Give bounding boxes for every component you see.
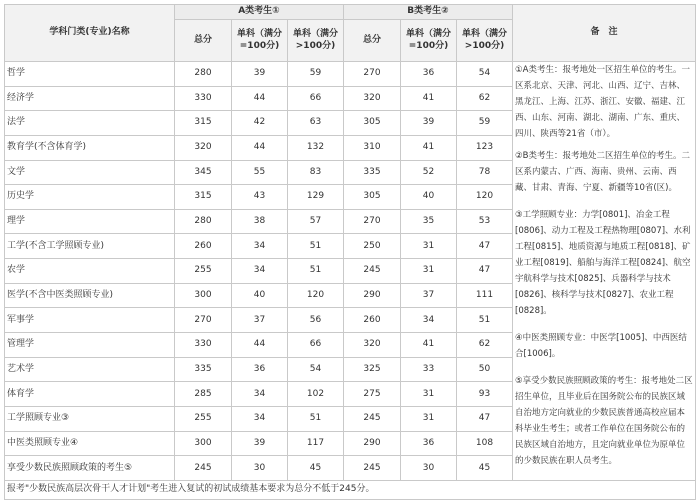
b-single-gt100-cell: 54 [457, 62, 513, 87]
score-table-container [4, 4, 695, 500]
a-single-gt100-cell: 57 [288, 209, 344, 234]
b-single-gt100-cell: 59 [457, 111, 513, 136]
a-single-gt100-cell: 51 [288, 259, 344, 284]
a-total-cell: 285 [175, 382, 232, 407]
b-single-gt100-cell: 123 [457, 135, 513, 160]
b-total-cell: 260 [344, 308, 401, 333]
a-single-le100-cell: 40 [232, 283, 288, 308]
b-total-cell: 275 [344, 382, 401, 407]
a-single-le100-cell: 42 [232, 111, 288, 136]
a-single-le100-cell: 39 [232, 62, 288, 87]
b-total-cell: 290 [344, 431, 401, 456]
a-single-le100-cell: 44 [232, 333, 288, 358]
a-single-gt100-cell: 66 [288, 86, 344, 111]
b-single-le100-cell: 41 [401, 333, 457, 358]
b-single-le100-cell: 41 [401, 135, 457, 160]
b-single-le100-cell: 31 [401, 234, 457, 259]
remark-note: ②B类考生：报考地处二区招生单位的考生。二区系内蒙古、广西、海南、贵州、云南、西藏、甘肃、青海、宁夏、新疆等10省(区)。 [515, 151, 690, 193]
a-single-le100-cell: 38 [232, 209, 288, 234]
b-total-cell: 245 [344, 259, 401, 284]
subject-name-cell: 管理学 [5, 333, 175, 358]
a-single-le100-cell: 34 [232, 382, 288, 407]
b-total-cell: 325 [344, 357, 401, 382]
a-total-cell: 280 [175, 209, 232, 234]
b-total-cell: 320 [344, 86, 401, 111]
a-single-gt100-cell: 45 [288, 456, 344, 481]
remark-note: ③工学照顾专业：力学[0801]、冶金工程[0806]、动力工程及工程热物理[0807]、水利工程[0815]、地质资源与地质工程[0818]、矿业工程[0819]、船舶与海洋工程[0824]、航空宇航科学与技术[0825]、兵器科学与技术[0826]、核科学与技术[0827]、农业工程[0828]。 [515, 210, 691, 316]
b-total-cell: 270 [344, 62, 401, 87]
a-single-gt100-cell: 63 [288, 111, 344, 136]
subject-name-cell: 工学(不含工学照顾专业) [5, 234, 175, 259]
a-single-le100-cell: 34 [232, 259, 288, 284]
subject-name-cell: 体育学 [5, 382, 175, 407]
b-single-gt100-cell: 51 [457, 308, 513, 333]
subject-name-cell: 农学 [5, 259, 175, 284]
a-single-le100-cell: 39 [232, 431, 288, 456]
a-single-le100-cell: 36 [232, 357, 288, 382]
a-single-gt100-cell: 66 [288, 333, 344, 358]
remarks-header: 备 注 [513, 5, 696, 62]
a-total-cell: 300 [175, 283, 232, 308]
a-single-le100-cell: 30 [232, 456, 288, 481]
subject-name-cell: 教育学(不含体育学) [5, 135, 175, 160]
a-total-cell: 345 [175, 160, 232, 185]
b-single-gt100-cell: 53 [457, 209, 513, 234]
b-single-le100-cell: 31 [401, 406, 457, 431]
subject-name-cell: 法学 [5, 111, 175, 136]
a-total-cell: 315 [175, 185, 232, 210]
b-single-le100-cell: 35 [401, 209, 457, 234]
b-single-gt100-cell: 47 [457, 406, 513, 431]
b-single-le100-cell: 33 [401, 357, 457, 382]
b-single-gt100-cell: 50 [457, 357, 513, 382]
a-single-le100-header: 单科（满分=100分) [232, 20, 288, 62]
subject-name-cell: 历史学 [5, 185, 175, 210]
b-single-gt100-cell: 62 [457, 86, 513, 111]
b-single-le100-cell: 40 [401, 185, 457, 210]
subject-name-cell: 哲学 [5, 62, 175, 87]
subject-name-cell: 军事学 [5, 308, 175, 333]
b-single-le100-cell: 41 [401, 86, 457, 111]
a-total-cell: 280 [175, 62, 232, 87]
a-single-gt100-cell: 59 [288, 62, 344, 87]
subject-name-cell: 经济学 [5, 86, 175, 111]
b-total-cell: 250 [344, 234, 401, 259]
a-total-cell: 315 [175, 111, 232, 136]
b-single-gt100-cell: 47 [457, 259, 513, 284]
a-single-gt100-cell: 51 [288, 234, 344, 259]
b-single-gt100-cell: 78 [457, 160, 513, 185]
a-single-le100-cell: 34 [232, 406, 288, 431]
a-single-gt100-cell: 83 [288, 160, 344, 185]
b-single-gt100-cell: 93 [457, 382, 513, 407]
b-single-gt100-cell: 108 [457, 431, 513, 456]
a-single-gt100-cell: 120 [288, 283, 344, 308]
a-total-header: 总分 [175, 20, 232, 62]
b-single-le100-cell: 30 [401, 456, 457, 481]
score-requirements-table [4, 4, 696, 500]
a-single-gt100-cell: 117 [288, 431, 344, 456]
b-single-gt100-cell: 62 [457, 333, 513, 358]
b-single-gt100-cell: 111 [457, 283, 513, 308]
a-total-cell: 335 [175, 357, 232, 382]
a-total-cell: 320 [175, 135, 232, 160]
subject-name-cell: 文学 [5, 160, 175, 185]
group-b-header: B类考生② [344, 5, 513, 20]
remark-note: ⑤享受少数民族照顾政策的考生：报考地处二区招生单位，且毕业后在国务院公布的民族区域自治地方定向就业的少数民族普通高校应届本科毕业生考生；或者工作单位在国务院公布的民族区域自治地方，且定向就业单位为原单位的少数民族在职人员考生。 [515, 376, 693, 466]
subject-name-cell: 工学照顾专业③ [5, 406, 175, 431]
a-single-gt100-cell: 129 [288, 185, 344, 210]
a-single-le100-cell: 34 [232, 234, 288, 259]
subject-name-cell: 艺术学 [5, 357, 175, 382]
subject-name-cell: 医学(不含中医类照顾专业) [5, 283, 175, 308]
b-single-gt100-cell: 47 [457, 234, 513, 259]
b-single-le100-cell: 36 [401, 431, 457, 456]
b-total-cell: 270 [344, 209, 401, 234]
remarks-cell [513, 62, 696, 481]
table-row [5, 62, 696, 87]
b-single-le100-cell: 52 [401, 160, 457, 185]
a-single-le100-cell: 44 [232, 135, 288, 160]
b-single-le100-cell: 36 [401, 62, 457, 87]
b-single-le100-cell: 31 [401, 382, 457, 407]
b-single-le100-header: 单科（满分=100分) [401, 20, 457, 62]
remark-note: ①A类考生：报考地处一区招生单位的考生。一区系北京、天津、河北、山西、辽宁、吉林、黑龙江、上海、江苏、浙江、安徽、福建、江西、山东、河南、湖北、湖南、广东、重庆、四川、陕西等21省（市）。 [515, 65, 690, 139]
a-single-le100-cell: 55 [232, 160, 288, 185]
a-single-gt100-cell: 132 [288, 135, 344, 160]
b-single-gt100-cell: 45 [457, 456, 513, 481]
b-total-header: 总分 [344, 20, 401, 62]
a-single-le100-cell: 43 [232, 185, 288, 210]
a-total-cell: 330 [175, 333, 232, 358]
b-single-le100-cell: 37 [401, 283, 457, 308]
a-total-cell: 330 [175, 86, 232, 111]
remark-note: ④中医类照顾专业：中医学[1005]、中西医结合[1006]。 [515, 333, 687, 359]
a-single-gt100-cell: 54 [288, 357, 344, 382]
b-single-gt100-header: 单科（满分>100分) [457, 20, 513, 62]
a-total-cell: 300 [175, 431, 232, 456]
a-single-le100-cell: 37 [232, 308, 288, 333]
subject-column-header: 学科门类(专业)名称 [5, 5, 175, 62]
footer-note: 报考"少数民族高层次骨干人才计划"考生进入复试的初试成绩基本要求为总分不低于245分。 [5, 481, 696, 500]
b-total-cell: 245 [344, 406, 401, 431]
b-total-cell: 305 [344, 111, 401, 136]
subject-name-cell: 中医类照顾专业④ [5, 431, 175, 456]
a-single-gt100-header: 单科（满分>100分) [288, 20, 344, 62]
a-single-gt100-cell: 56 [288, 308, 344, 333]
a-total-cell: 270 [175, 308, 232, 333]
b-single-le100-cell: 39 [401, 111, 457, 136]
b-total-cell: 320 [344, 333, 401, 358]
a-single-le100-cell: 44 [232, 86, 288, 111]
b-total-cell: 335 [344, 160, 401, 185]
b-total-cell: 310 [344, 135, 401, 160]
a-total-cell: 255 [175, 406, 232, 431]
group-a-header: A类考生① [175, 5, 344, 20]
a-single-gt100-cell: 51 [288, 406, 344, 431]
b-single-le100-cell: 34 [401, 308, 457, 333]
b-single-le100-cell: 31 [401, 259, 457, 284]
a-total-cell: 245 [175, 456, 232, 481]
subject-name-cell: 理学 [5, 209, 175, 234]
a-single-gt100-cell: 102 [288, 382, 344, 407]
a-total-cell: 255 [175, 259, 232, 284]
b-total-cell: 290 [344, 283, 401, 308]
b-single-gt100-cell: 120 [457, 185, 513, 210]
a-total-cell: 260 [175, 234, 232, 259]
table-body [5, 62, 696, 481]
b-total-cell: 305 [344, 185, 401, 210]
b-total-cell: 245 [344, 456, 401, 481]
subject-name-cell: 享受少数民族照顾政策的考生⑤ [5, 456, 175, 481]
